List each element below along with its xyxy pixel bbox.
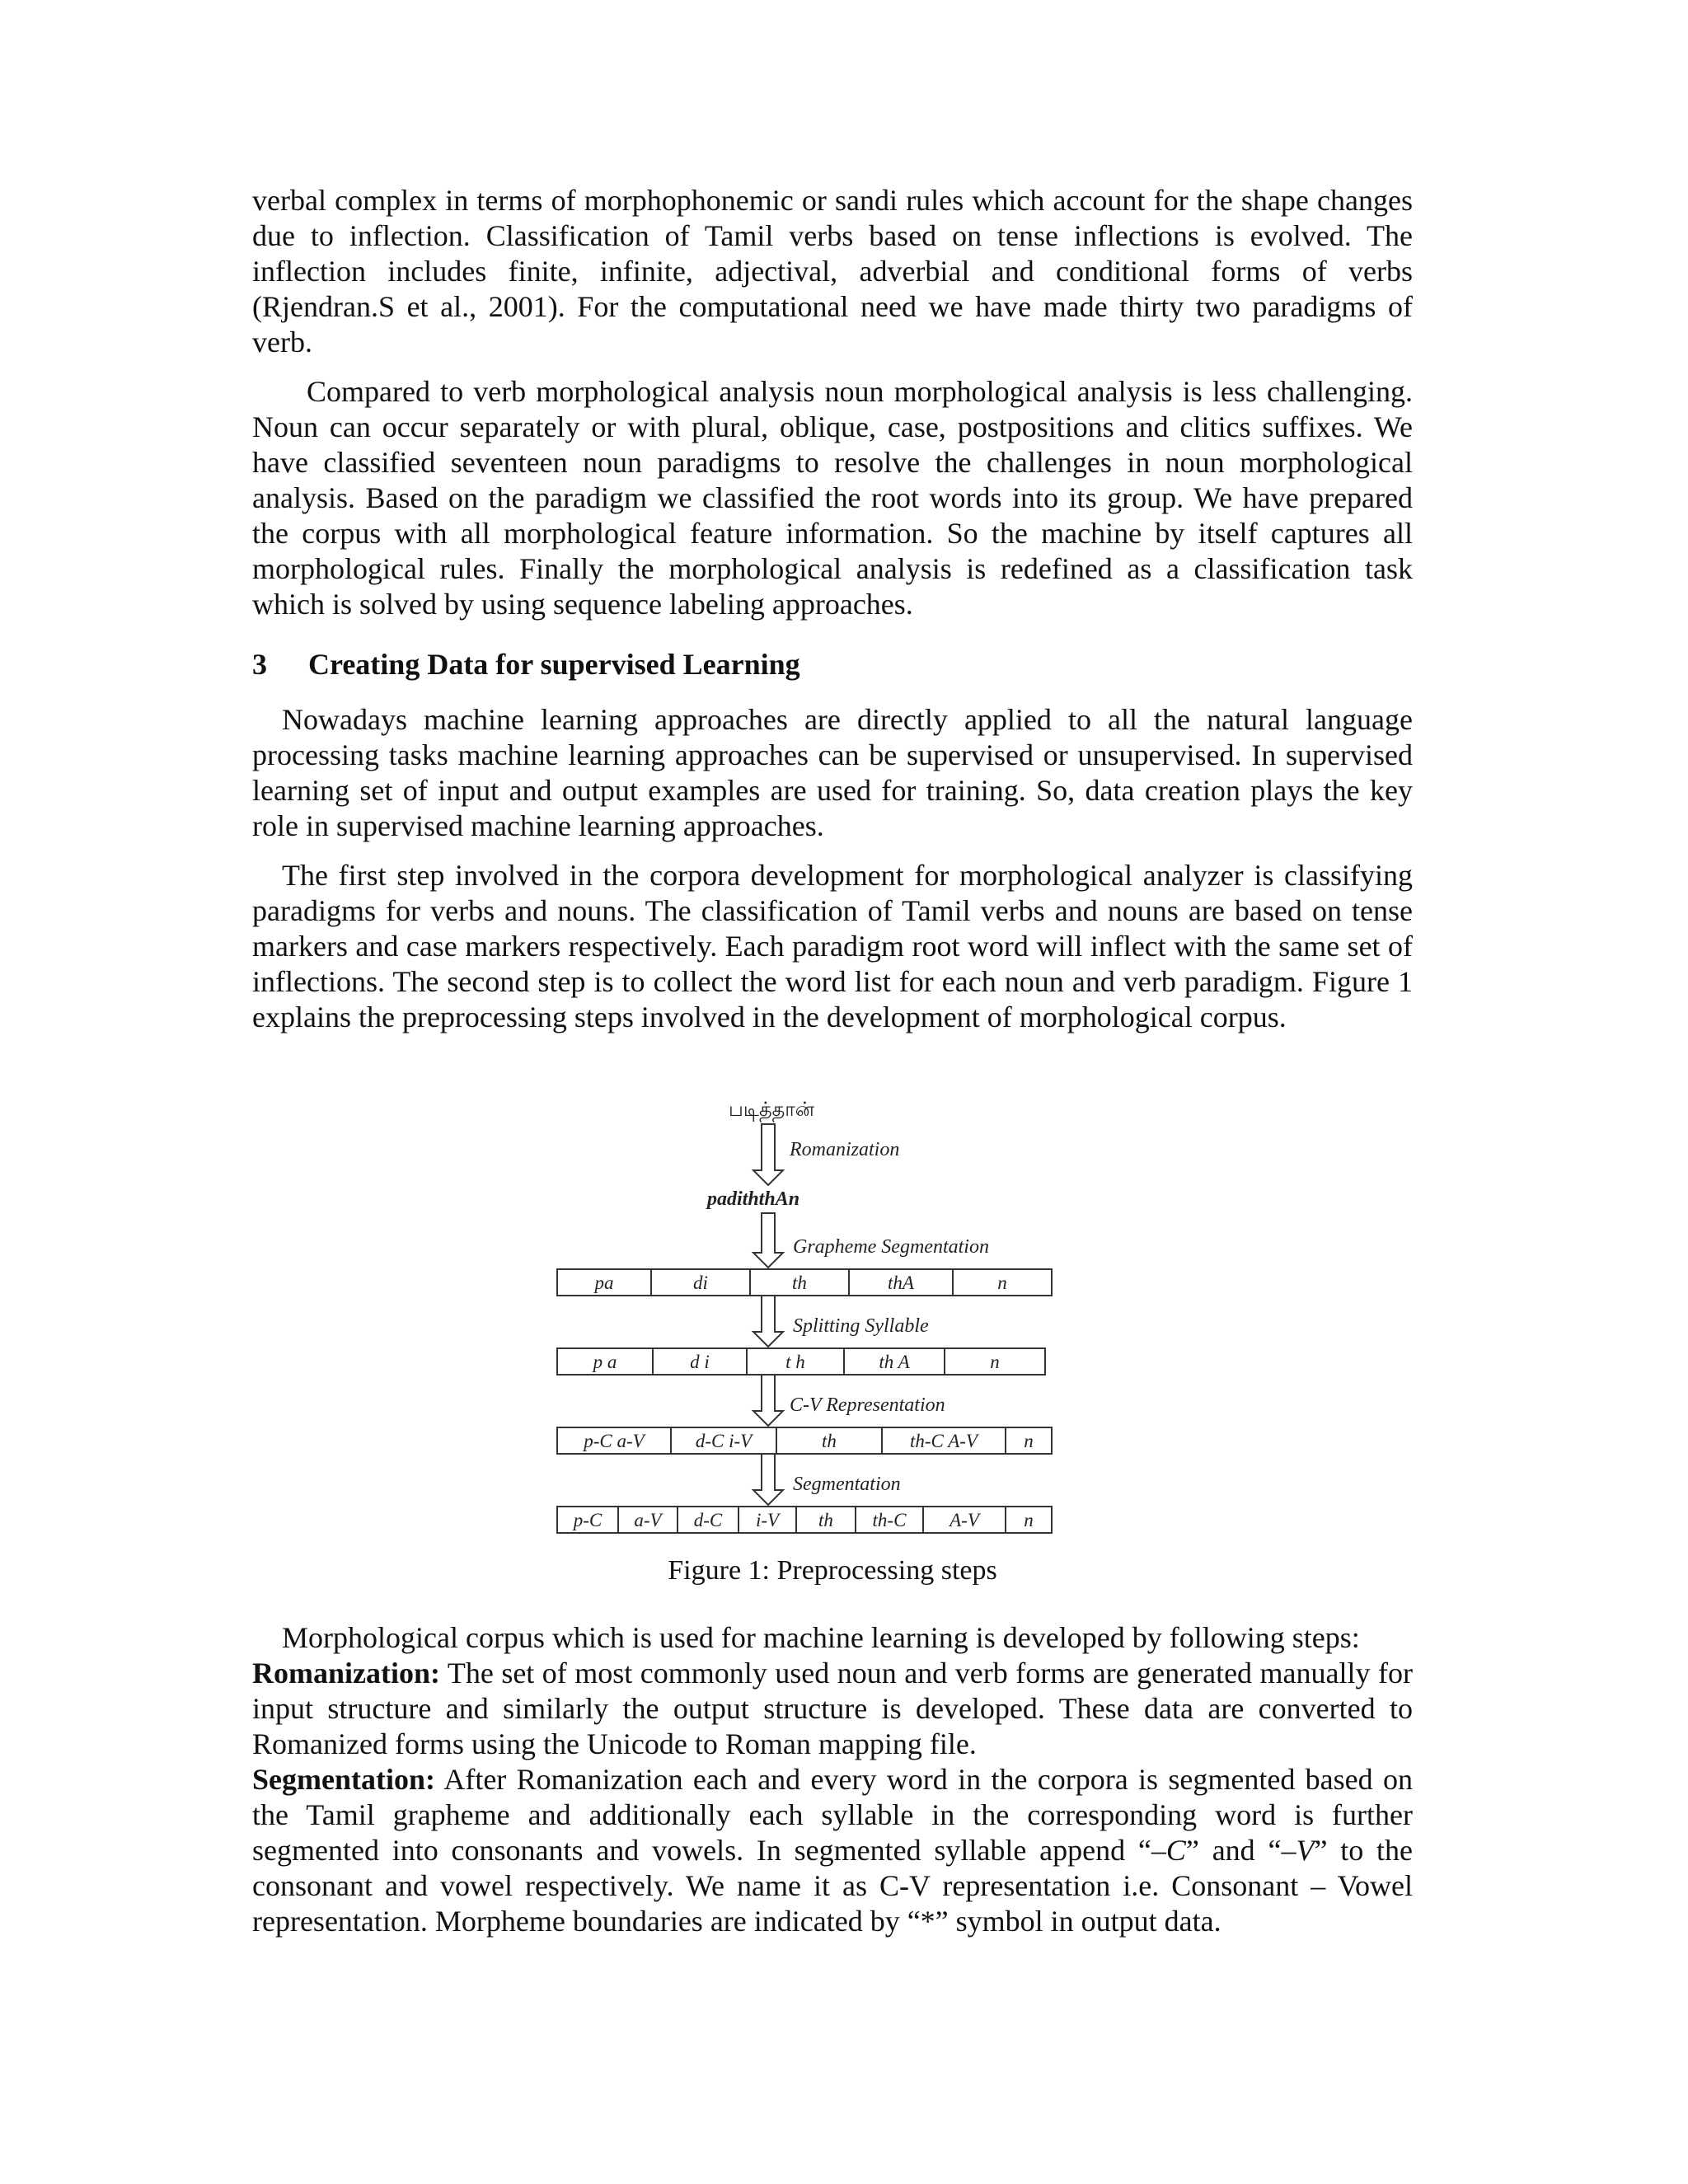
romanized-word: padiththAn: [707, 1188, 800, 1210]
segmentation-text-a: After Romanization each and every word in the corpora is segmented based on the Tamil grapheme and additionally each syllable in the corresponding word is further segmented into consonants and vowels. In segmented syllable append “: [252, 1763, 1413, 1867]
segment-cell: n: [1024, 1431, 1034, 1451]
step-label: Romanization: [790, 1139, 900, 1160]
step-label: C-V Representation: [790, 1394, 945, 1416]
segment-cell: d-C: [693, 1510, 723, 1530]
paragraph-4: The first step involved in the corpora development for morphological analyzer is classifying paradigms for verbs and nouns. The classification of Tamil verbs and nouns are based on tense markers and case markers respectively. Each paradigm root word will inflect with the same set of inflections. The second step is to collect the word list for each noun and verb paradigm. Figure 1 explains the preprocessing steps involved in the development of morphological corpus.: [252, 859, 1413, 1033]
segment-cell: d-C i-V: [695, 1431, 753, 1451]
segment-cell: th: [822, 1431, 837, 1451]
romanization-paragraph: [252, 1656, 1413, 1762]
down-arrow-icon: [753, 1375, 783, 1426]
romanization-text: The set of most commonly used noun and verb forms are generated manually for input structure and similarly the output structure is developed. These data are converted to Romanized forms using the Unicode to Roman mapping file.: [252, 1657, 1413, 1760]
down-arrow-icon: [753, 1124, 783, 1185]
segment-cell: p-C a-V: [584, 1431, 645, 1451]
segment-cell: d i: [690, 1352, 710, 1372]
segment-cell: t h: [785, 1352, 805, 1372]
segment-cell: n: [997, 1272, 1007, 1293]
romanization-term: Romanization:: [252, 1657, 440, 1690]
segment-cell: thA: [888, 1272, 914, 1293]
paragraph-1: verbal complex in terms of morphophonemic or sandi rules which account for the shape changes due to inflection. Classification of Tamil verbs based on tense inflections is evolved. The inflection includes finite, infinite, adjectival, adverbial and conditional forms of verbs (Rjendran.S et al., 2001). For the computational need we have made thirty two paradigms of verb.: [252, 184, 1413, 359]
preprocessing-diagram: [252, 1080, 1413, 1549]
segment-cell: th: [792, 1272, 807, 1293]
segment-cell: i-V: [755, 1510, 780, 1530]
step-label: Segmentation: [793, 1474, 901, 1495]
section-title: Creating Data for supervised Learning: [308, 648, 800, 681]
segment-cell: th: [818, 1510, 833, 1530]
segment-cell: n: [990, 1352, 1000, 1372]
segment-cell: p a: [593, 1352, 617, 1372]
segment-cell: pa: [594, 1272, 614, 1293]
segment-cell: th-C A-V: [910, 1431, 978, 1451]
segment-cell: p-C: [573, 1510, 603, 1530]
segment-cell: th-C: [872, 1510, 907, 1530]
down-arrow-icon: [753, 1296, 783, 1347]
tamil-word: படித்தான்: [729, 1099, 815, 1121]
segmentation-text-b: ” and “: [1185, 1834, 1282, 1867]
down-arrow-icon: [753, 1213, 783, 1268]
segment-cell: th A: [879, 1352, 910, 1372]
segment-cell: n: [1024, 1510, 1034, 1530]
consonant-marker: –C: [1151, 1834, 1186, 1867]
steps-section: [252, 1620, 1413, 1939]
segmentation-text-c: ” to the consonant and vowel respectively. We name it as C-V representation i.e. Consonant – Vowel representation. Morpheme boundaries are indicated by “*” symbol in output data.: [252, 1834, 1414, 1938]
segmentation-term: Segmentation:: [252, 1763, 435, 1796]
down-arrow-icon: [753, 1454, 783, 1505]
steps-intro: Morphological corpus which is used for machine learning is developed by following steps:: [282, 1621, 1360, 1654]
section-number: 3: [252, 648, 267, 681]
figure-caption: Figure 1: Preprocessing steps: [668, 1555, 997, 1586]
segment-cell: A-V: [950, 1510, 979, 1530]
section-heading: [252, 647, 800, 682]
segment-cell: a-V: [634, 1510, 662, 1530]
paragraph-3: Nowadays machine learning approaches are directly applied to all the natural language processing tasks machine learning approaches can be supervised or unsupervised. In supervised learning set of input and output examples are used for training. So, data creation plays the key role in supervised machine learning approaches.: [252, 703, 1413, 842]
segmentation-paragraph: [252, 1762, 1413, 1939]
vowel-marker: –V: [1281, 1834, 1315, 1867]
paragraph-2: Compared to verb morphological analysis noun morphological analysis is less challenging. Noun can occur separately or with plural, oblique, case, postpositions and clitics suffixes. We have classified seventeen noun paradigms to resolve the challenges in noun morphological analysis. Based on the paradigm we classified the root words into its group. We have prepared the corpus with all morphological feature information. So the machine by itself captures all morphological rules. Finally the morphological analysis is redefined as a classification task which is solved by using sequence labeling approaches.: [252, 375, 1413, 621]
step-label: Splitting Syllable: [793, 1315, 929, 1337]
step-label: Grapheme Segmentation: [793, 1236, 989, 1258]
segment-cell: di: [693, 1272, 708, 1293]
